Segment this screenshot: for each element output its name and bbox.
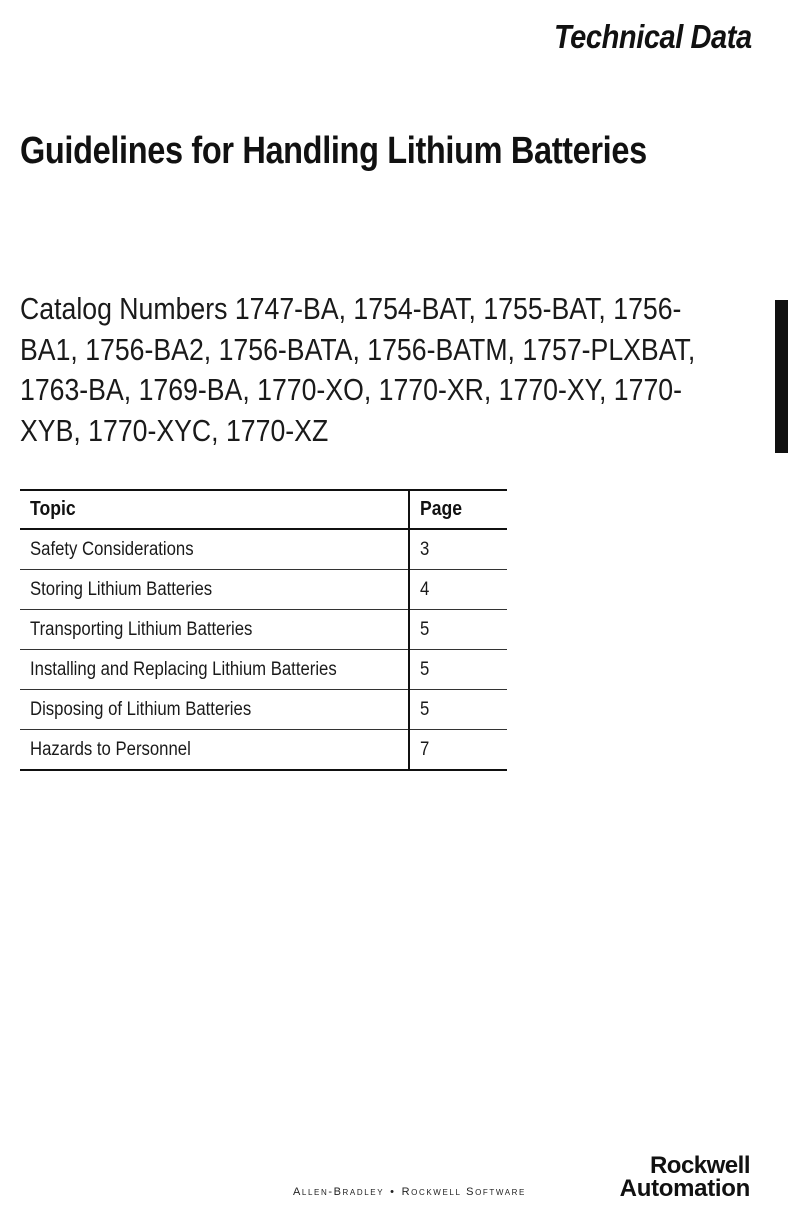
table-row (20, 610, 507, 650)
table-row (20, 570, 507, 610)
topic-cell: Hazards to Personnel (20, 730, 409, 771)
brand-separator: • (390, 1186, 396, 1198)
logo-line-rockwell: Rockwell (649, 1152, 750, 1179)
table-row (20, 690, 507, 730)
table-row (20, 730, 507, 771)
page-column-header: Page (409, 490, 507, 529)
topic-cell: Disposing of Lithium Batteries (20, 690, 409, 730)
brand-rockwell-software: Rockwell Software (401, 1186, 526, 1198)
table-row (20, 529, 507, 570)
page-title: Guidelines for Handling Lithium Batteries (20, 130, 647, 172)
table-row (20, 650, 507, 690)
rockwell-automation-logo (620, 1154, 750, 1200)
topic-column-header: Topic (20, 490, 409, 529)
page-cell: 7 (409, 730, 507, 771)
topic-cell: Storing Lithium Batteries (20, 570, 409, 610)
catalog-numbers: Catalog Numbers 1747-BA, 1754-BAT, 1755-BAT, 1756-BA1, 1756-BA2, 1756-BATA, 1756-BATM, 1757-PLXBAT, 1763-BA, 1769-BA, 1770-XO, 1770-XR, 1770-XY, 1770-XYB, 1770-XYC, 1770-XZ (20, 291, 696, 448)
topic-cell: Transporting Lithium Batteries (20, 610, 409, 650)
topic-cell: Installing and Replacing Lithium Batteries (20, 650, 409, 690)
side-tab-marker (775, 300, 788, 453)
topic-table (20, 489, 507, 771)
table-header-row (20, 490, 507, 529)
logo-line-automation: Automation (619, 1175, 750, 1202)
technical-data-label: Technical Data (554, 18, 752, 55)
page-cell: 3 (409, 529, 507, 570)
brand-allen-bradley: Allen-Bradley (293, 1186, 385, 1198)
topic-cell: Safety Considerations (20, 529, 409, 570)
page-cell: 4 (409, 570, 507, 610)
page-cell: 5 (409, 690, 507, 730)
page-cell: 5 (409, 610, 507, 650)
footer-brand-line (293, 1186, 526, 1198)
page-cell: 5 (409, 650, 507, 690)
